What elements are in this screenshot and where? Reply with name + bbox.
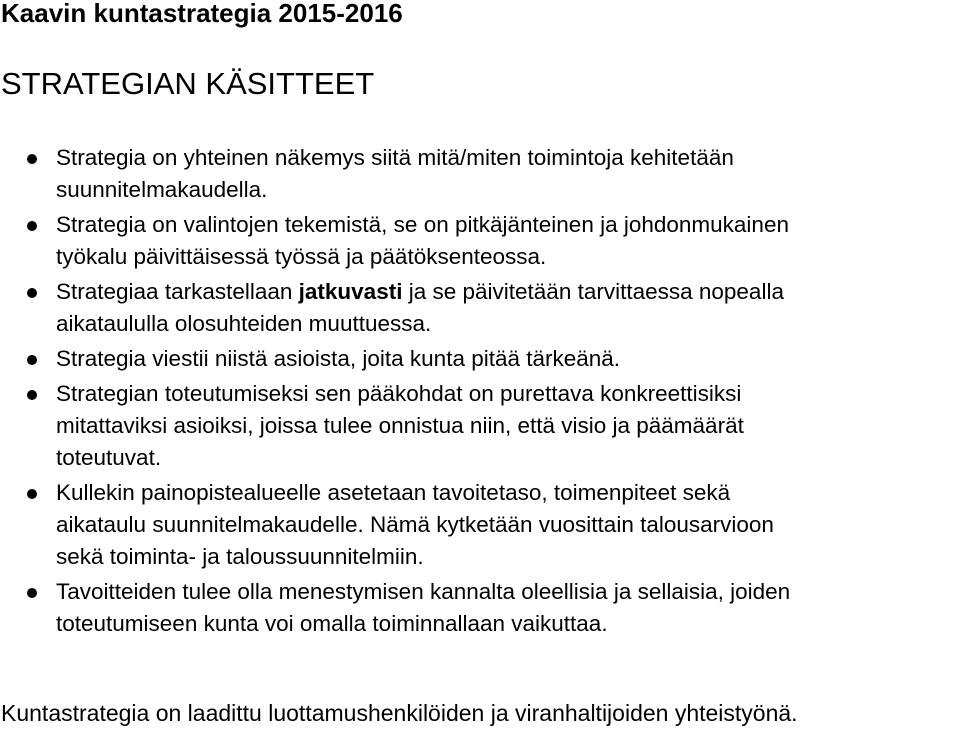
bullet-text: Strategian toteutumiseksi sen pääkohdat on purettava konkreettisiksi mitattaviksi asioiksi, joissa tulee onnistua niin, että visio ja päämäärät toteutuvat. bbox=[56, 381, 744, 470]
section-heading: STRATEGIAN KÄSITTEET bbox=[1, 66, 375, 101]
bullet-dot-icon bbox=[27, 355, 37, 365]
bullet-text: Kullekin painopistealueelle asetetaan tavoitetaso, toimenpiteet sekä aikataulu suunnitelmakaudelle. Nämä kytketään vuosittain talousarvioon sekä toiminta- ja taloussuunnitelmiin. bbox=[56, 480, 774, 569]
bullet-dot-icon bbox=[27, 489, 37, 499]
bullet-item-6 bbox=[0, 477, 960, 573]
bullet-text: Strategia viestii niistä asioista, joita kunta pitää tärkeänä. bbox=[56, 346, 621, 371]
bullet-text: Strategia on valintojen tekemistä, se on pitkäjänteinen ja johdonmukainen työkalu päivittäisessä työssä ja päätöksenteossa. bbox=[56, 212, 789, 269]
bullet-dot-icon bbox=[27, 221, 37, 231]
bullet-item-3 bbox=[0, 276, 960, 340]
bullet-text: Strategia on yhteinen näkemys siitä mitä/miten toimintoja kehitetään suunnitelmakaudella. bbox=[56, 145, 734, 202]
bullet-text: Strategiaa tarkastellaan jatkuvasti ja se päivitetään tarvittaessa nopealla aikataululla olosuhteiden muuttuessa. bbox=[56, 279, 784, 336]
bullet-dot-icon bbox=[27, 154, 37, 164]
bullet-item-2 bbox=[0, 209, 960, 273]
bullet-dot-icon bbox=[27, 288, 37, 298]
bullet-item-4 bbox=[0, 343, 960, 375]
footer-note: Kuntastrategia on laadittu luottamushenkilöiden ja viranhaltijoiden yhteistyönä. bbox=[1, 700, 798, 726]
bullet-dot-icon bbox=[27, 390, 37, 400]
bullet-item-1 bbox=[0, 142, 960, 206]
bullet-item-7 bbox=[0, 576, 960, 640]
bullet-dot-icon bbox=[27, 588, 37, 598]
document-title: Kaavin kuntastrategia 2015-2016 bbox=[1, 0, 403, 28]
bullet-item-5 bbox=[0, 378, 960, 474]
emphasis-text: jatkuvasti bbox=[298, 279, 403, 304]
bullet-text: Tavoitteiden tulee olla menestymisen kannalta oleellisia ja sellaisia, joiden toteutumiseen kunta voi omalla toiminnallaan vaikuttaa. bbox=[56, 579, 791, 636]
concept-bullet-list bbox=[0, 142, 960, 643]
